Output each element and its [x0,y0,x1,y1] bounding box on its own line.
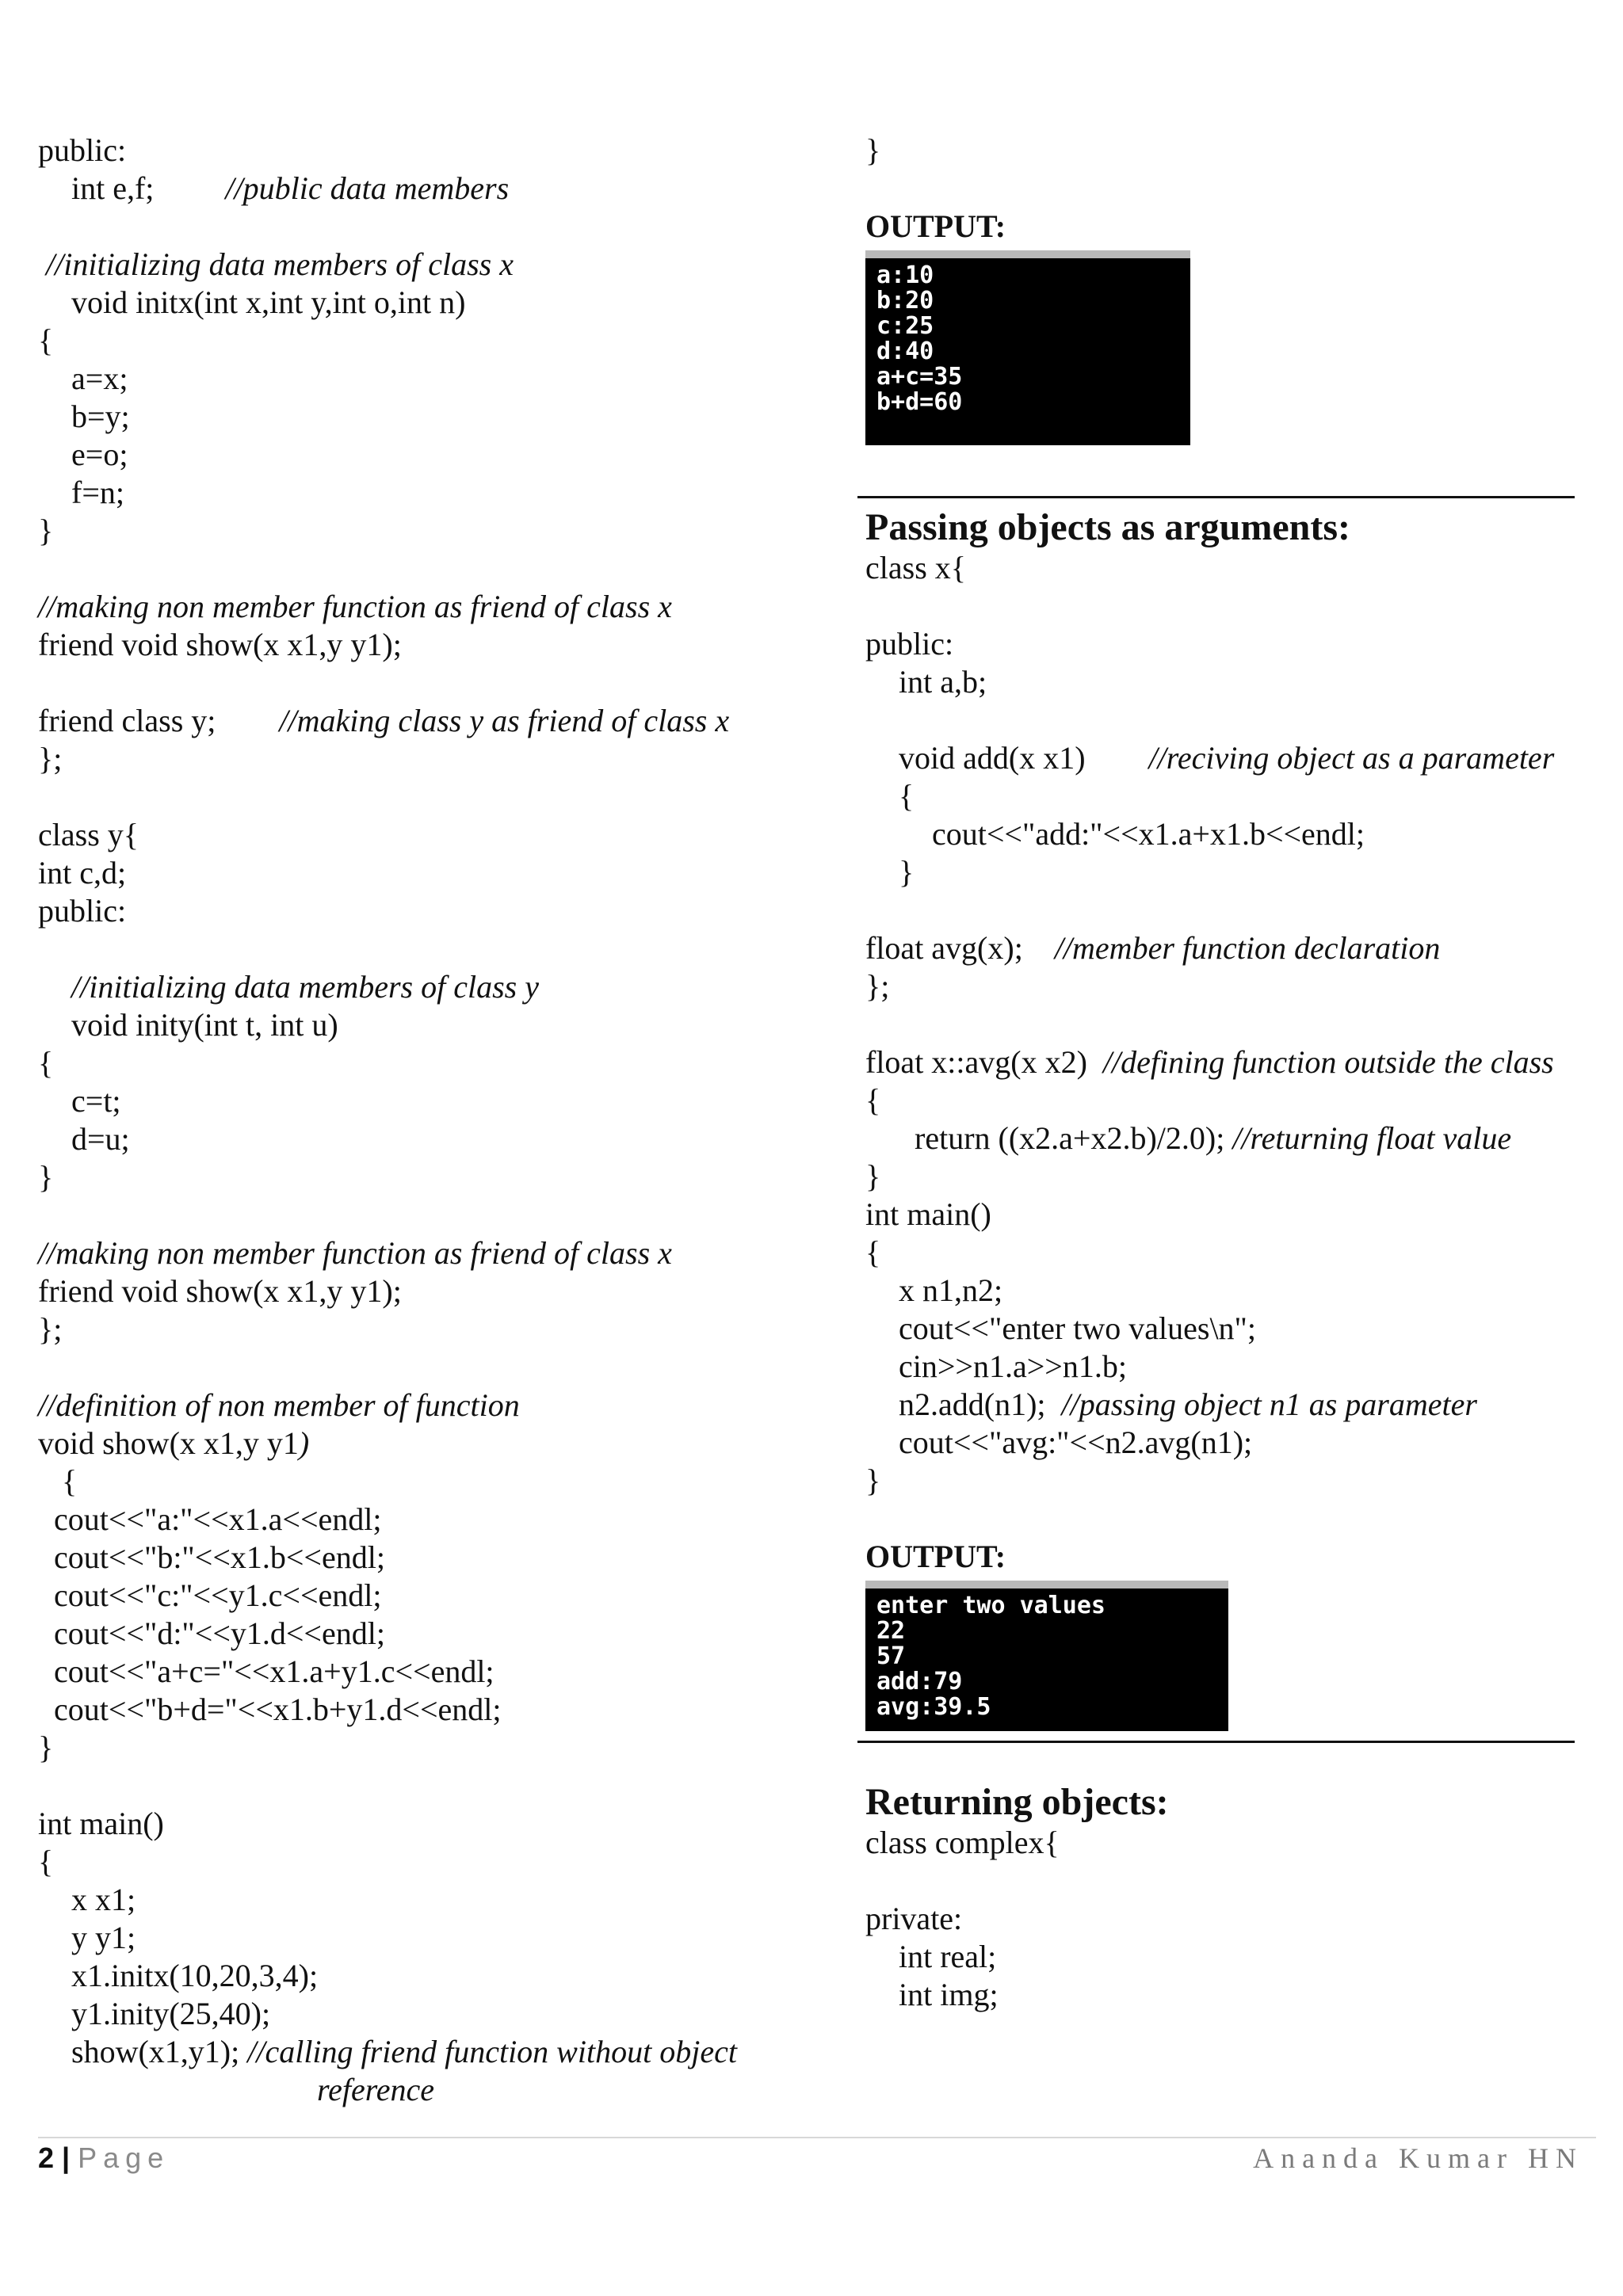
code-line [38,1272,831,1310]
code-text: void add(x x1) [899,740,1149,776]
code-text: show(x1,y1); [71,2034,248,2069]
console-line: 57 [876,1642,906,1670]
code-text: private: [865,1901,963,1936]
code-line [865,853,1594,891]
code-text [71,2072,317,2107]
code-line [865,1158,1594,1196]
code-text: b=y; [71,399,130,434]
blank-line [865,1862,1594,1900]
code-text: e=o; [71,437,128,472]
code-line [38,474,831,512]
console-line: a+c=35 [876,363,963,391]
section-title-returning: Returning objects: [865,1781,1169,1823]
code-line [38,1653,831,1691]
code-comment: //public data members [225,170,510,206]
code-text: int img; [899,1977,999,2012]
code-text: int a,b; [899,664,987,700]
code-text: cout<<"b:"<<x1.b<<endl; [38,1539,385,1575]
code-text: cout<<"d:"<<y1.d<<endl; [38,1615,385,1651]
code-text: }; [38,1311,63,1347]
code-line [865,1424,1594,1462]
code-line [38,512,831,550]
code-text: } [865,1463,881,1498]
blank-line [38,930,831,968]
code-line [38,1729,831,1767]
code-line [38,1158,831,1196]
code-line [38,1120,831,1158]
code-line [865,1272,1594,1310]
code-line [38,1006,831,1044]
code-line [38,1615,831,1653]
code-line [38,1577,831,1615]
code-line [38,816,831,854]
code-line [38,284,831,322]
footer-divider [38,2137,1596,2138]
code-comment: //initializing data members of class y [71,969,539,1005]
console-output-2 [865,1581,1228,1731]
code-text: x x1; [71,1882,136,1917]
code-line [38,892,831,930]
code-text: public: [38,893,127,929]
code-text: cout<<"b+d="<<x1.b+y1.d<<endl; [38,1691,502,1727]
code-line [865,1348,1594,1386]
code-text: int main() [38,1806,164,1841]
code-line [865,967,1594,1005]
left-code-column [38,132,831,2109]
code-line [865,777,1594,815]
code-line [865,929,1594,967]
code-text: { [865,1234,881,1270]
code-comment: //returning float value [1232,1120,1512,1156]
code-line [38,1044,831,1082]
code-text: } [38,1730,54,1765]
code-line [865,625,1594,663]
blank-line [38,1348,831,1386]
code-line [865,1310,1594,1348]
code-line [38,1539,831,1577]
code-text: int c,d; [38,855,127,891]
console-line: b+d=60 [876,388,963,416]
code-line [38,1310,831,1348]
code-text: class y{ [38,817,139,852]
code-text: y1.inity(25,40); [71,1996,271,2031]
closing-brace: } [865,132,881,168]
code-text: c=t; [71,1083,121,1119]
code-line [38,1995,831,2033]
code-text: friend void show(x x1,y y1); [38,627,402,662]
code-text: }; [38,741,63,776]
code-text: friend void show(x x1,y y1); [38,1273,402,1309]
console-line: avg:39.5 [876,1693,991,1721]
code-comment: ) [298,1425,310,1461]
code-line [865,1938,1594,1976]
page-number-value: 2 [38,2142,55,2174]
code-comment: //defining function outside the class [1102,1044,1554,1080]
author-name: Ananda Kumar HN [1253,2142,1583,2174]
code-text: void initx(int x,int y,int o,int n) [71,284,466,320]
code-text: a=x; [71,360,128,396]
console-line: add:79 [876,1668,963,1695]
code-line [38,740,831,778]
code-line [38,132,831,170]
code-line [38,1425,831,1463]
output-label-2: OUTPUT: [865,1539,1006,1574]
blank-line [865,701,1594,739]
code-line [38,1082,831,1120]
blank-line [865,587,1594,625]
code-line [38,398,831,436]
code-line [38,1843,831,1881]
code-text: x n1,n2; [899,1272,1003,1308]
section-title-passing: Passing objects as arguments: [865,506,1350,548]
code-line [38,854,831,892]
code-text: n2.add(n1); [899,1386,1062,1422]
returning-code-block [865,1824,1594,2014]
code-text: float x::avg(x x2) [865,1044,1103,1080]
code-line [38,702,831,740]
code-text: } [865,1158,881,1194]
blank-line [38,208,831,246]
code-text: int main() [865,1196,991,1232]
code-line [865,1043,1594,1081]
code-comment: //calling friend function without object [247,2034,737,2069]
code-line [38,2033,831,2071]
code-line [38,1691,831,1729]
code-line [865,1196,1594,1234]
code-text: float avg(x); [865,930,1055,966]
code-line [38,322,831,360]
code-text: { [38,1463,78,1499]
code-text: { [865,1082,881,1118]
code-comment: //making class y as friend of class x [279,703,730,738]
code-line [38,246,831,284]
code-line [38,588,831,626]
blank-line [38,778,831,816]
code-text: }; [865,968,890,1004]
code-text: class x{ [865,550,966,585]
console-output-1 [865,250,1190,445]
code-text: { [38,322,54,358]
blank-line [865,1005,1594,1043]
code-line [38,360,831,398]
code-line [38,1463,831,1501]
code-line [865,663,1594,701]
code-text: void inity(int t, int u) [71,1007,338,1043]
console-line: d:40 [876,338,934,365]
code-text: cout<<"avg:"<<n2.avg(n1); [899,1425,1253,1460]
code-line [865,1119,1594,1158]
code-text: cout<<"a+c="<<x1.a+y1.c<<endl; [38,1653,495,1689]
code-line [865,1900,1594,1938]
code-comment: reference [317,2072,435,2107]
code-comment: //making non member function as friend of class x [38,1235,672,1271]
code-comment: //definition of non member of function [38,1387,520,1423]
code-line [38,436,831,474]
code-text: } [899,854,915,890]
code-text: } [38,513,54,548]
code-line [38,170,831,208]
code-text: cout<<"enter two values\n"; [899,1310,1256,1346]
code-line [38,1881,831,1919]
code-text: { [38,1844,54,1879]
code-text: friend class y; [38,703,280,738]
right-column [865,132,1594,2014]
code-line [865,1824,1594,1862]
code-line [865,739,1594,777]
code-text: } [38,1159,54,1195]
code-text [38,246,46,282]
page-word: Page [78,2142,170,2174]
code-text: cout<<"add:"<<x1.a+x1.b<<endl; [932,816,1365,852]
code-line [38,1234,831,1272]
code-line [38,968,831,1006]
code-comment: //making non member function as friend of class x [38,589,672,624]
code-line [865,549,1594,587]
blank-line [38,1196,831,1234]
console-line: c:25 [876,312,934,340]
code-line [865,1976,1594,2014]
blank-line [38,664,831,702]
code-comment: //passing object n1 as parameter [1061,1386,1477,1422]
code-line [38,1805,831,1843]
code-text: f=n; [71,475,124,510]
code-line [865,1386,1594,1424]
blank-line [865,891,1594,929]
code-text: class complex{ [865,1825,1060,1860]
code-line [38,1386,831,1425]
console-line: enter two values [876,1592,1106,1619]
code-line [38,1957,831,1995]
code-text: cout<<"c:"<<y1.c<<endl; [38,1577,382,1613]
console-line: b:20 [876,287,934,315]
code-line [38,1501,831,1539]
output-label-1: OUTPUT: [865,208,1006,244]
code-text: public: [865,626,954,662]
code-line [38,2071,831,2109]
code-line [865,1234,1594,1272]
code-text: { [899,778,915,814]
blank-line [38,1767,831,1805]
code-comment: //member function declaration [1054,930,1441,966]
code-line [865,1081,1594,1119]
code-text: int e,f; [71,170,226,206]
page-separator: | [54,2142,78,2174]
code-text: { [38,1045,54,1081]
code-line [865,815,1594,853]
code-text: cin>>n1.a>>n1.b; [899,1348,1127,1384]
console-line: 22 [876,1617,906,1645]
blank-line [38,550,831,588]
code-text: void show(x x1,y y1 [38,1425,299,1461]
code-comment: //reciving object as a parameter [1148,740,1555,776]
code-text: public: [38,132,127,168]
passing-code-block [865,549,1594,1500]
code-line [38,1919,831,1957]
code-text: int real; [899,1939,997,1974]
code-line [38,626,831,664]
code-text: d=u; [71,1121,130,1157]
code-line [865,1462,1594,1500]
code-comment: //initializing data members of class x [46,246,514,282]
code-text: cout<<"a:"<<x1.a<<endl; [38,1501,382,1537]
code-text: x1.initx(10,20,3,4); [71,1958,319,1993]
code-text: return ((x2.a+x2.b)/2.0); [899,1120,1233,1156]
console-line: a:10 [876,261,934,289]
code-text: y y1; [71,1920,136,1955]
page-number [38,2141,170,2176]
